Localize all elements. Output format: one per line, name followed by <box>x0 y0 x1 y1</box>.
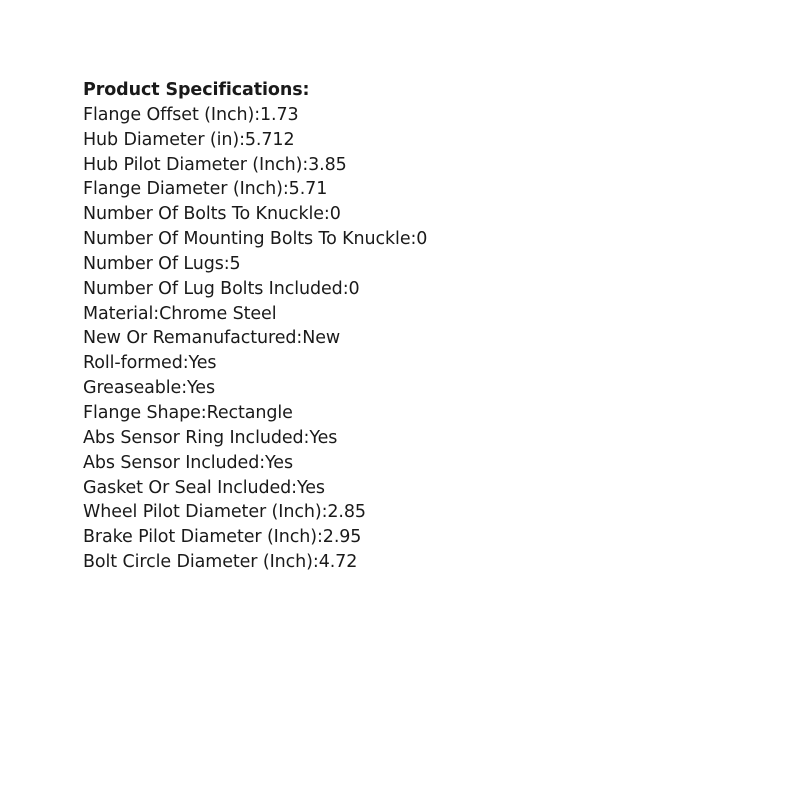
spec-separator: : <box>182 353 189 374</box>
spec-separator: : <box>291 477 297 498</box>
spec-separator: : <box>342 278 349 299</box>
spec-label: Hub Diameter (in) <box>83 129 240 150</box>
spec-row <box>83 326 427 351</box>
spec-row <box>83 177 427 202</box>
spec-separator: : <box>254 104 261 125</box>
spec-value: 2.95 <box>322 527 362 548</box>
spec-value: 4.72 <box>318 552 358 573</box>
spec-row <box>83 525 427 550</box>
spec-label: Number Of Mounting Bolts To Knuckle <box>83 229 411 250</box>
spec-label: Abs Sensor Ring Included <box>83 427 304 448</box>
spec-separator: : <box>410 229 417 250</box>
spec-value: Yes <box>309 427 338 448</box>
spec-row <box>83 376 427 401</box>
spec-separator: : <box>312 552 319 573</box>
spec-separator: : <box>181 378 188 399</box>
spec-label: Gasket Or Seal Included <box>83 477 292 498</box>
spec-separator: : <box>321 502 328 523</box>
spec-label: Number Of Bolts To Knuckle <box>83 204 324 225</box>
spec-separator: : <box>296 328 303 349</box>
spec-value: 0 <box>416 229 428 250</box>
spec-row <box>83 476 427 501</box>
spec-value: Yes <box>296 477 325 498</box>
spec-label: Material <box>83 303 154 324</box>
spec-separator: : <box>282 179 289 200</box>
product-specifications-sheet <box>83 78 427 575</box>
spec-label: Flange Shape <box>83 402 201 423</box>
spec-row <box>83 153 427 178</box>
spec-separator: : <box>302 154 309 175</box>
spec-label: Number Of Lugs <box>83 253 224 274</box>
spec-row <box>83 252 427 277</box>
spec-row <box>83 351 427 376</box>
spec-row <box>83 401 427 426</box>
spec-value: 0 <box>348 278 360 299</box>
spec-label: Brake Pilot Diameter (Inch) <box>83 527 317 548</box>
spec-row <box>83 426 427 451</box>
spec-row <box>83 302 427 327</box>
spec-separator: : <box>323 204 330 225</box>
spec-label: Number Of Lug Bolts Included <box>83 278 343 299</box>
spec-value: Chrome Steel <box>159 303 277 324</box>
spec-value: 5 <box>229 253 241 274</box>
spec-row <box>83 277 427 302</box>
spec-row <box>83 202 427 227</box>
spec-row <box>83 128 427 153</box>
spec-separator: : <box>239 129 245 150</box>
spec-row <box>83 451 427 476</box>
spec-label: Greaseable <box>83 378 182 399</box>
spec-separator: : <box>316 527 323 548</box>
spec-value: Yes <box>188 353 217 374</box>
spec-separator: : <box>153 303 160 324</box>
section-title: Product Specifications: <box>83 80 310 100</box>
spec-label: Flange Offset (Inch) <box>83 104 255 125</box>
spec-value: Rectangle <box>206 402 293 423</box>
spec-label: Flange Diameter (Inch) <box>83 179 283 200</box>
spec-value: 3.85 <box>308 154 347 175</box>
spec-separator: : <box>259 452 266 473</box>
spec-value: 5.71 <box>288 179 328 200</box>
spec-label: Bolt Circle Diameter (Inch) <box>83 552 313 573</box>
spec-value: 1.73 <box>260 104 299 125</box>
spec-row <box>83 227 427 252</box>
spec-separator: : <box>303 427 310 448</box>
spec-row <box>83 550 427 575</box>
spec-row <box>83 103 427 128</box>
spec-row <box>83 500 427 525</box>
spec-label: Hub Pilot Diameter (Inch) <box>83 154 303 175</box>
spec-separator: : <box>200 402 207 423</box>
spec-label: New Or Remanufactured <box>83 328 297 349</box>
spec-value: 0 <box>329 204 341 225</box>
spec-label: Abs Sensor Included <box>83 452 260 473</box>
spec-value: 2.85 <box>327 502 366 523</box>
spec-list <box>83 103 427 575</box>
spec-value: 5.712 <box>244 129 295 150</box>
spec-label: Wheel Pilot Diameter (Inch) <box>83 502 322 523</box>
spec-separator: : <box>223 253 230 274</box>
spec-value: Yes <box>187 378 215 399</box>
spec-label: Roll-formed <box>83 353 183 374</box>
spec-value: New <box>302 328 341 349</box>
spec-value: Yes <box>265 452 293 473</box>
